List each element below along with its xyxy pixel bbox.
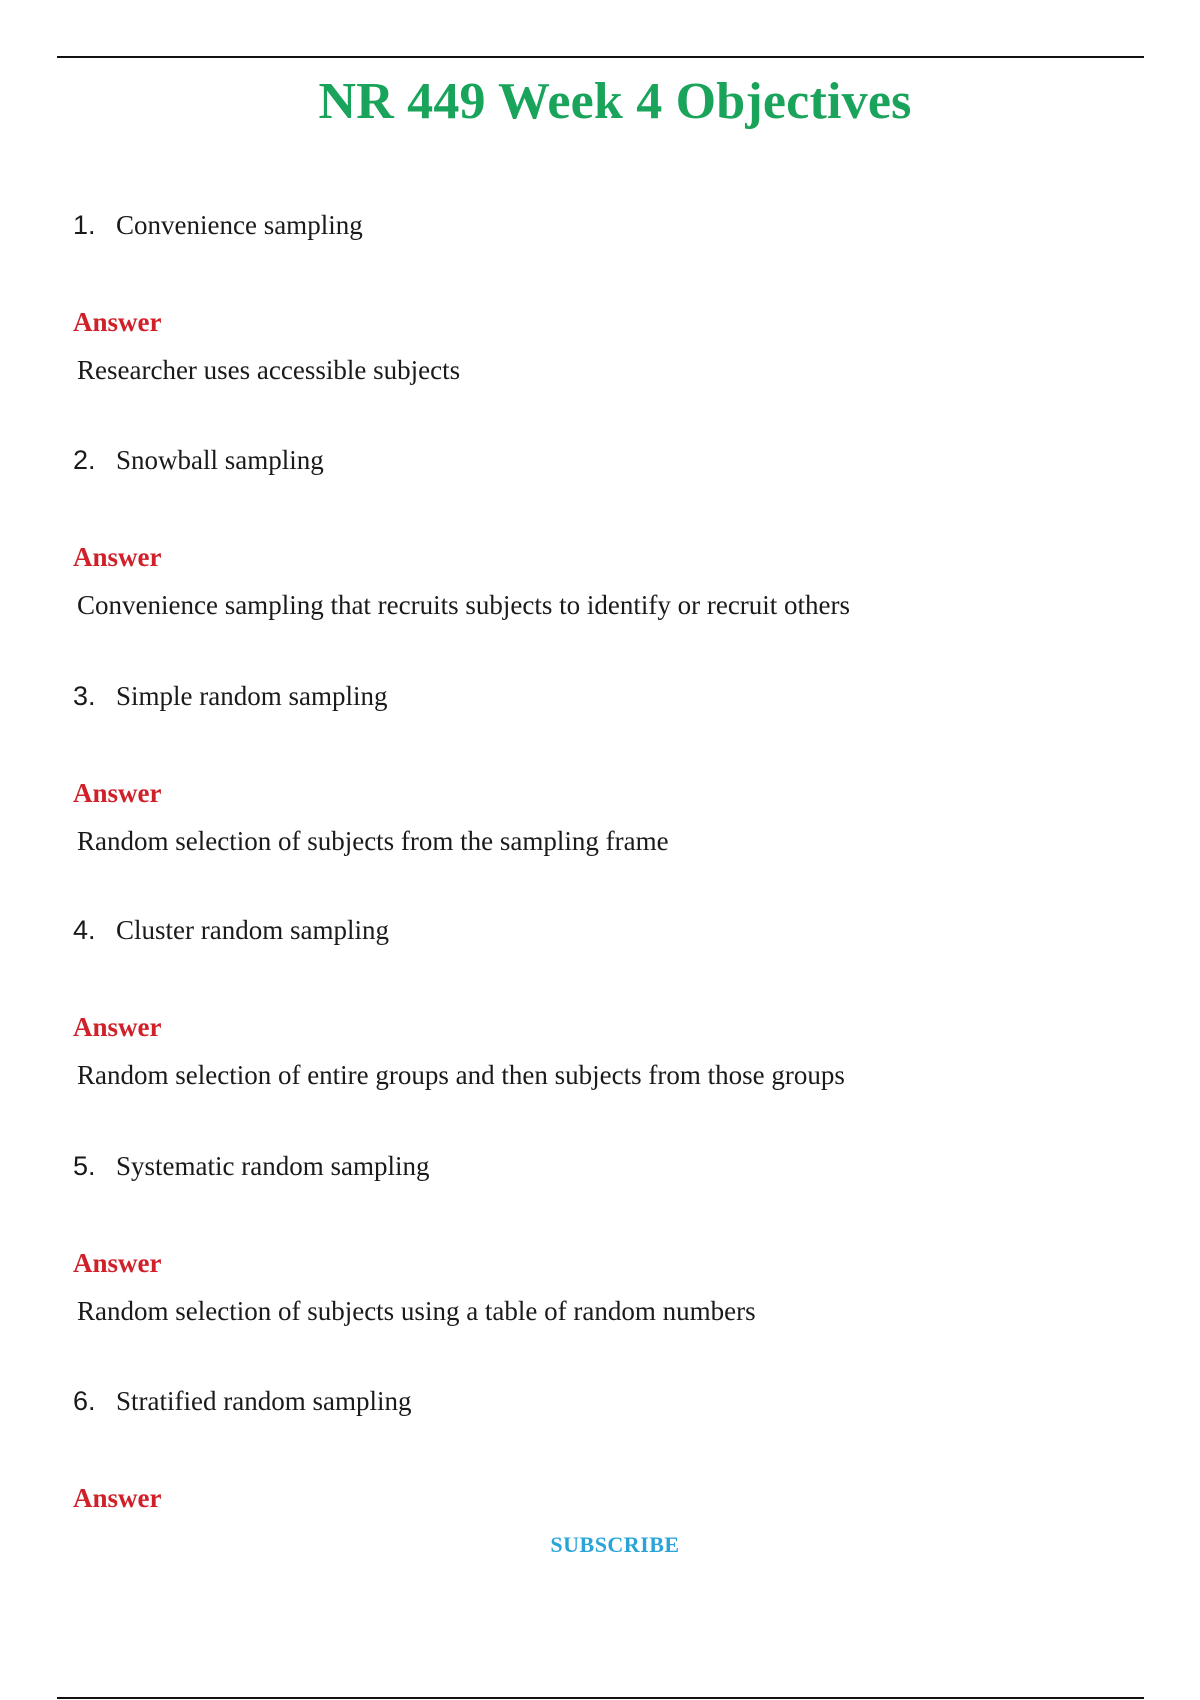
question — [73, 915, 389, 946]
top-rule — [57, 56, 1144, 58]
answer-text: Random selection of entire groups and then subjects from those groups — [77, 1060, 845, 1090]
question-text: Systematic random sampling — [116, 1151, 430, 1181]
subscribe-link[interactable]: SUBSCRIBE — [550, 1532, 680, 1557]
answer-text: Researcher uses accessible subjects — [77, 355, 461, 385]
question-number: 4. — [73, 915, 96, 945]
question-number: 3. — [73, 681, 96, 711]
question-number: 1. — [73, 210, 96, 240]
page-title: NR 449 Week 4 Objectives — [318, 73, 912, 130]
answer-label: Answer — [73, 1012, 162, 1042]
question — [73, 445, 324, 476]
question-text: Stratified random sampling — [116, 1386, 412, 1416]
answer-text: Random selection of subjects from the sampling frame — [77, 826, 669, 856]
question-text: Cluster random sampling — [116, 915, 389, 945]
answer-label: Answer — [73, 1483, 162, 1513]
question-number: 6. — [73, 1386, 96, 1416]
bottom-rule — [57, 1697, 1144, 1699]
answer-text: Convenience sampling that recruits subjects to identify or recruit others — [77, 590, 851, 620]
answer-label: Answer — [73, 542, 162, 572]
question-number: 5. — [73, 1151, 96, 1181]
question — [73, 1386, 411, 1417]
question — [73, 210, 363, 241]
question — [73, 1151, 429, 1182]
answer-label: Answer — [73, 778, 162, 808]
question-text: Snowball sampling — [116, 445, 324, 475]
answer-label: Answer — [73, 307, 162, 337]
question — [73, 681, 387, 712]
question-text: Simple random sampling — [116, 681, 388, 711]
answer-label: Answer — [73, 1248, 162, 1278]
question-number: 2. — [73, 445, 96, 475]
answer-text: Random selection of subjects using a table of random numbers — [77, 1296, 756, 1326]
question-text: Convenience sampling — [116, 210, 363, 240]
